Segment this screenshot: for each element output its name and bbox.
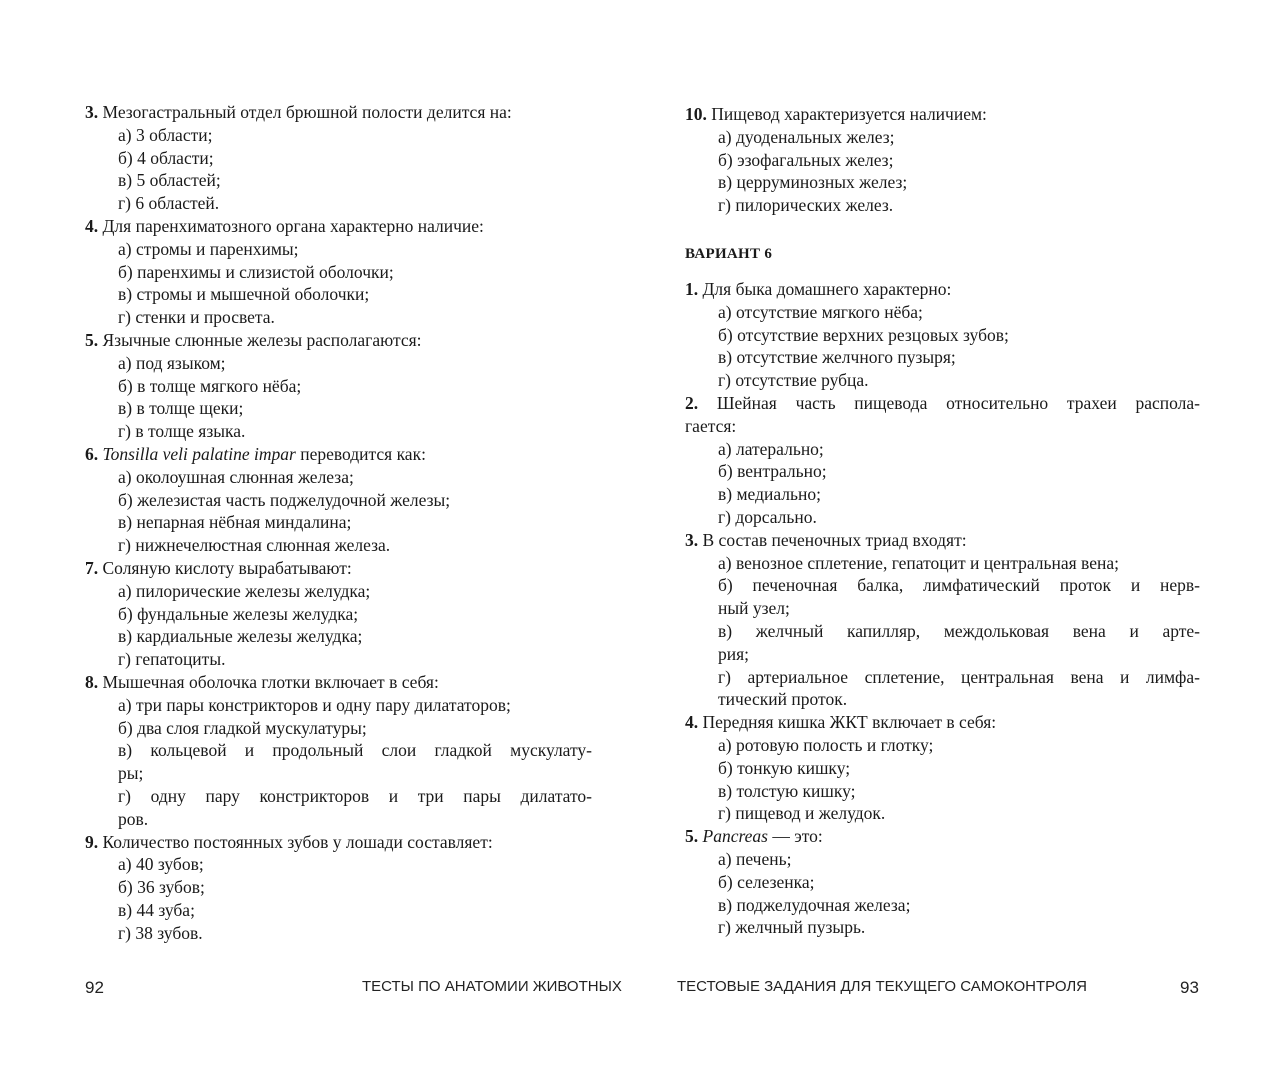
question-number: 2.: [685, 392, 699, 413]
answer-option: в) непарная нёбная миндалина;: [118, 512, 352, 533]
answer-option: б) печеночная балка, лимфатический проток и нерв-: [718, 575, 1200, 596]
question: [85, 101, 592, 215]
answer-option: г) гепатоциты.: [118, 649, 226, 670]
question-number: 6.: [85, 443, 99, 464]
question-text: [85, 831, 592, 854]
question: [685, 392, 1200, 529]
question: [685, 529, 1200, 711]
answer-option: а) под языком;: [118, 352, 226, 373]
question-body: Соляную кислоту вырабатывают:: [102, 557, 352, 578]
answer-option: а) латерально;: [718, 438, 824, 459]
answer-option: а) пилорические железы желудка;: [118, 580, 371, 601]
answer-option: а) венозное сплетение, гепатоцит и центральная вена;: [718, 552, 1119, 573]
answer-option: а) отсутствие мягкого нёба;: [718, 301, 923, 322]
answer-option: б) вентрально;: [718, 461, 827, 482]
question: [685, 711, 1200, 825]
question-text: [685, 103, 1200, 126]
question: [85, 557, 592, 671]
answer-option: г) в толще языка.: [118, 421, 246, 442]
answer-option: а) 40 зубов;: [118, 854, 204, 875]
question-body: Для быка домашнего характерно:: [702, 279, 952, 299]
latin-term: Tonsilla veli palatine impar: [102, 443, 296, 464]
question-text: [685, 711, 1200, 734]
question: [685, 278, 1200, 392]
right-running-title: ТЕСТОВЫЕ ЗАДАНИЯ ДЛЯ ТЕКУЩЕГО САМОКОНТРОЛЯ: [677, 978, 1087, 995]
question-body: переводится как:: [295, 443, 426, 464]
question: [85, 831, 592, 945]
answer-option: г) нижнечелюстная слюнная железа.: [118, 535, 391, 556]
question-number: 4.: [685, 712, 699, 733]
question-text: [85, 443, 592, 466]
answer-option: б) 4 области;: [118, 147, 214, 168]
question: [85, 215, 592, 329]
question: [685, 825, 1200, 939]
answer-option: г) одну пару констрикторов и три пары дилатато-: [118, 785, 592, 806]
right-page-questions: [685, 278, 1200, 939]
answer-option-continuation: ный узел;: [718, 598, 790, 619]
latin-term: Pancreas: [702, 826, 768, 847]
question-body: Передняя кишка ЖКТ включает в себя:: [702, 712, 997, 733]
answer-option: б) селезенка;: [718, 871, 815, 892]
question-text: [685, 529, 1200, 552]
answer-option: г) 38 зубов.: [118, 922, 203, 943]
question-body: Количество постоянных зубов у лошади составляет:: [102, 831, 493, 852]
question: [85, 329, 592, 443]
question: [85, 671, 592, 831]
question-number: 4.: [85, 215, 99, 236]
answer-option: б) паренхимы и слизистой оболочки;: [118, 261, 394, 282]
question-number: 10.: [685, 104, 707, 124]
question-body: — это:: [767, 826, 823, 847]
question-text: [85, 557, 592, 580]
answer-option: в) поджелудочная железа;: [718, 894, 911, 915]
answer-option: г) стенки и просвета.: [118, 307, 275, 328]
question-body: Мезогастральный отдел брюшной полости делится на:: [102, 102, 512, 122]
answer-option: б) тонкую кишку;: [718, 757, 851, 778]
answer-option: а) печень;: [718, 848, 792, 869]
answer-option: б) отсутствие верхних резцовых зубов;: [718, 324, 1009, 345]
answer-option: б) 36 зубов;: [118, 877, 205, 898]
answer-option: в) стромы и мышечной оболочки;: [118, 284, 370, 305]
question-text: [85, 215, 592, 238]
answer-option: б) железистая часть поджелудочной железы;: [118, 489, 451, 510]
answer-option-continuation: тический проток.: [718, 689, 848, 710]
left-running-title: ТЕСТЫ ПО АНАТОМИИ ЖИВОТНЫХ: [362, 978, 622, 995]
question-body: В состав печеночных триад входят:: [702, 529, 967, 550]
question-number: 5.: [85, 329, 99, 350]
answer-option: г) артериальное сплетение, центральная вена и лимфа-: [718, 666, 1200, 687]
answer-option: а) ротовую полость и глотку;: [718, 734, 934, 755]
answer-option: в) кардиальные железы желудка;: [118, 626, 363, 647]
answer-option: б) два слоя гладкой мускулатуры;: [118, 717, 367, 738]
right-page-number: 93: [1180, 978, 1199, 997]
question-text: [685, 825, 1200, 848]
question-text: [685, 278, 1200, 301]
left-page-questions: [85, 101, 592, 944]
question-text: [685, 392, 1200, 415]
answer-option: б) эзофагальных желез;: [718, 149, 894, 170]
question-text-continuation: гается:: [685, 415, 737, 436]
question-number: 7.: [85, 557, 99, 578]
question-text: [85, 671, 592, 694]
answer-option: в) 5 областей;: [118, 170, 221, 191]
variant-heading: ВАРИАНТ 6: [685, 246, 773, 262]
answer-option: а) 3 области;: [118, 124, 213, 145]
question-number: 3.: [85, 102, 99, 122]
left-page-number: 92: [85, 978, 104, 997]
answer-option-continuation: ры;: [118, 763, 144, 784]
question-body: Язычные слюнные железы располагаются:: [102, 329, 422, 350]
question-number: 1.: [685, 279, 699, 299]
answer-option: г) отсутствие рубца.: [718, 370, 869, 391]
answer-option: а) дуоденальных желез;: [718, 126, 895, 147]
answer-option: в) желчный капилляр, междольковая вена и арте-: [718, 620, 1200, 641]
answer-option: а) стромы и паренхимы;: [118, 238, 299, 259]
answer-option: б) в толще мягкого нёба;: [118, 375, 302, 396]
question-text: [85, 329, 592, 352]
answer-option: г) пищевод и желудок.: [718, 803, 886, 824]
answer-option: а) околоушная слюнная железа;: [118, 466, 354, 487]
question-number: 5.: [685, 826, 699, 847]
answer-option: в) в толще щеки;: [118, 398, 244, 419]
answer-option-continuation: ров.: [118, 808, 149, 829]
answer-option: в) толстую кишку;: [718, 780, 856, 801]
answer-option: в) отсутствие желчного пузыря;: [718, 347, 956, 368]
answer-option: г) 6 областей.: [118, 193, 220, 214]
answer-option: г) пилорических желез.: [718, 195, 894, 216]
question-body: Для паренхиматозного органа характерно наличие:: [102, 215, 484, 236]
answer-option: в) церруминозных желез;: [718, 172, 908, 193]
answer-option: г) дорсально.: [718, 506, 817, 527]
question-number: 9.: [85, 831, 99, 852]
right-page-top-questions: [685, 103, 1200, 217]
question-text: [85, 101, 592, 124]
question-body: Мышечная оболочка глотки включает в себя:: [102, 671, 439, 692]
answer-option: в) кольцевой и продольный слои гладкой мускулату-: [118, 740, 592, 761]
question-body: Пищевод характеризуется наличием:: [711, 104, 987, 124]
question-number: 3.: [685, 529, 699, 550]
question: [85, 443, 592, 557]
question: [685, 103, 1200, 217]
question-body: Шейная часть пищевода относительно трахеи распола-: [716, 392, 1200, 413]
question-number: 8.: [85, 671, 99, 692]
answer-option: в) медиально;: [718, 484, 821, 505]
answer-option: в) 44 зуба;: [118, 899, 195, 920]
answer-option: г) желчный пузырь.: [718, 917, 866, 938]
answer-option-continuation: рия;: [718, 643, 750, 664]
answer-option: а) три пары констрикторов и одну пару дилататоров;: [118, 694, 511, 715]
answer-option: б) фундальные железы желудка;: [118, 603, 359, 624]
